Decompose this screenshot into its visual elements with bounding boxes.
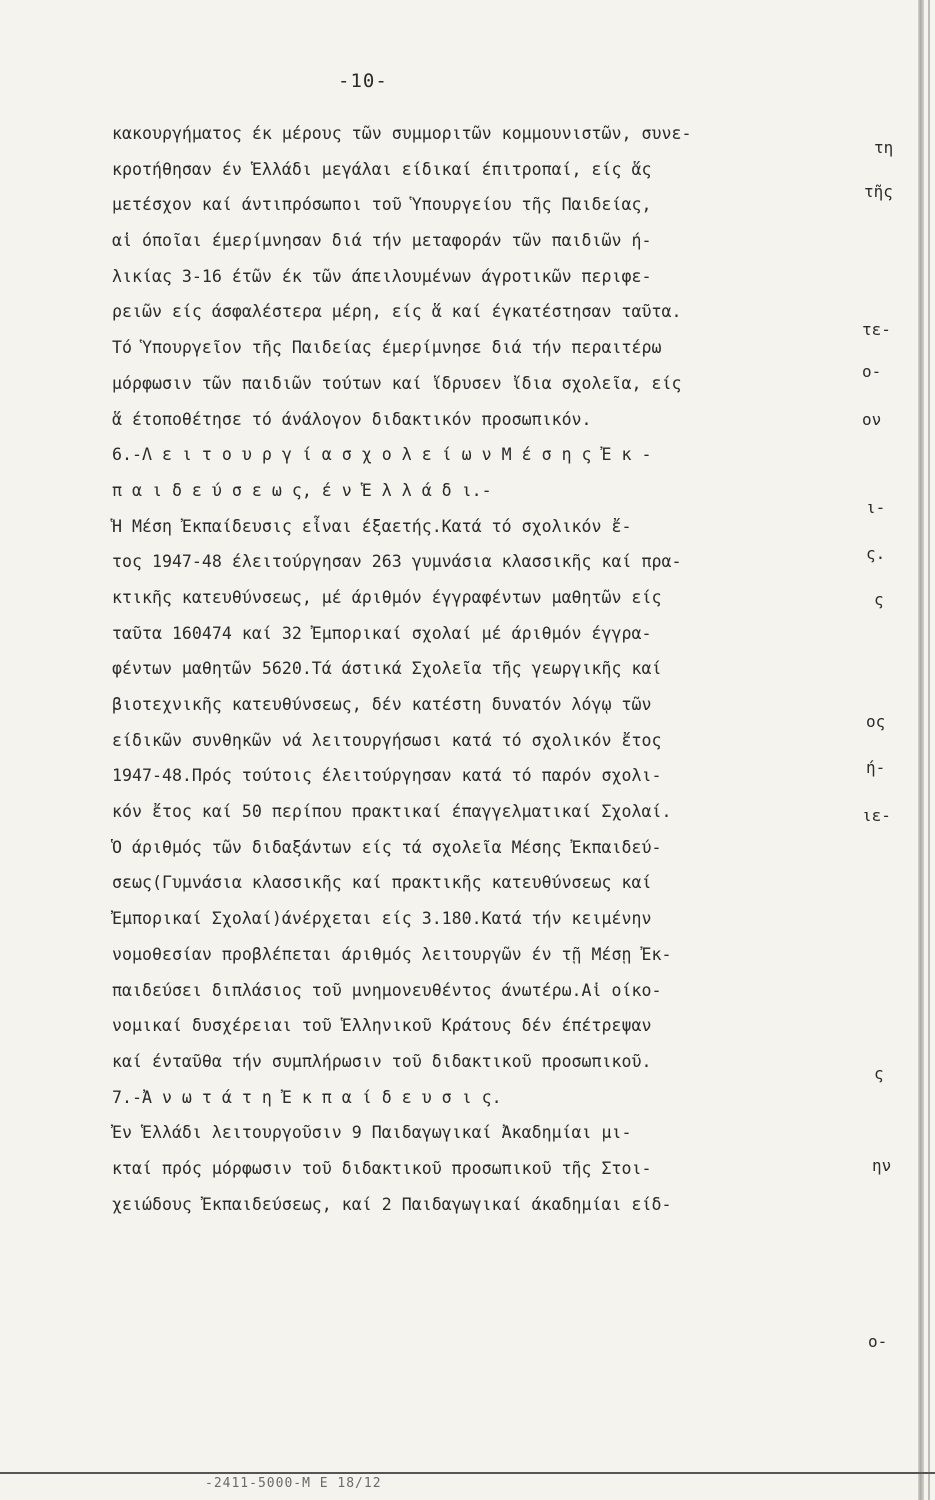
text-line: καί ένταῦθα τήν συμπλήρωσιν τοῦ διδακτικοῦ προσωπικοῦ.: [112, 1051, 652, 1071]
typed-text-body: [112, 116, 852, 1222]
margin-note: ή-: [866, 758, 886, 777]
text-line: νομικαί δυσχέρειαι τοῦ Ἑλληνικοῦ Κράτους δέν έπέτρεψαν: [112, 1016, 652, 1036]
text-line: χειώδους Ἐκπαιδεύσεως, καί 2 Παιδαγωγικαί άκαδημίαι είδ-: [112, 1194, 672, 1214]
footer-stamp: -2411-5000-M E 18/12: [205, 1476, 382, 1491]
margin-note: ον: [862, 410, 882, 429]
section-heading-6: 6.-Λ ε ι τ ο υ ρ γ ί α σ χ ο λ ε ί ω ν Μ έ σ η ς Ἐ κ -: [112, 445, 652, 465]
bottom-rule: [0, 1472, 935, 1474]
text-line: κταί πρός μόρφωσιν τοῦ διδακτικοῦ προσωπικοῦ τῆς Στοι-: [112, 1158, 652, 1178]
margin-note: τη: [874, 138, 894, 157]
text-line: αἱ όποῖαι έμερίμνησαν διά τήν μεταφοράν τῶν παιδιῶν ή-: [112, 231, 652, 251]
text-line: σεως(Γυμνάσια κλασσικῆς καί πρακτικῆς κατευθύνσεως καί: [112, 873, 652, 893]
text-line: παιδεύσει διπλάσιος τοῦ μνημονευθέντος άνωτέρω.Αἱ οίκο-: [112, 980, 662, 1000]
margin-note: ς: [874, 590, 884, 609]
text-line: κροτήθησαν έν Ἑλλάδι μεγάλαι είδικαί έπιτροπαί, είς ἅς: [112, 159, 652, 179]
text-line: Ἐμπορικαί Σχολαί)άνέρχεται είς 3.180.Κατά τήν κειμένην: [112, 909, 652, 929]
section-heading-7: 7.-Ἀ ν ω τ ά τ η Ἐ κ π α ί δ ε υ σ ι ς.: [112, 1087, 502, 1107]
text-line: φέντων μαθητῶν 5620.Τά άστικά Σχολεῖα τῆς γεωργικῆς καί: [112, 659, 662, 679]
text-line: νομοθεσίαν προβλέπεται άριθμός λειτουργῶν έν τῇ Μέσῃ Ἐκ-: [112, 944, 672, 964]
page-number: -10-: [338, 70, 388, 92]
text-line: κόν ἔτος καί 50 περίπου πρακτικαί έπαγγελματικαί Σχολαί.: [112, 802, 672, 822]
text-line: είδικῶν συνθηκῶν νά λειτουργήσωσι κατά τό σχολικόν ἔτος: [112, 730, 662, 750]
text-line: Τό Ὑπουργεῖον τῆς Παιδείας έμερίμνησε διά τήν περαιτέρω: [112, 338, 662, 358]
margin-note: ς: [874, 1064, 884, 1083]
margin-note: τε-: [862, 320, 891, 339]
margin-note: ο-: [868, 1332, 888, 1351]
text-line: κακουργήματος έκ μέρους τῶν συμμοριτῶν κομμουνιστῶν, συνε-: [112, 124, 692, 143]
margin-note: ος: [866, 712, 886, 731]
margin-note: ην: [872, 1156, 892, 1175]
margin-note: τῆς: [864, 182, 893, 201]
text-line: λικίας 3-16 έτῶν έκ τῶν άπειλουμένων άγροτικῶν περιφε-: [112, 266, 652, 286]
text-line: μόρφωσιν τῶν παιδιῶν τούτων καί ἵδρυσεν ἴδια σχολεῖα, είς: [112, 373, 682, 393]
margin-note: ιε-: [862, 806, 891, 825]
text-line: μετέσχον καί άντιπρόσωποι τοῦ Ὑπουργείου τῆς Παιδείας,: [112, 195, 652, 215]
text-line: ρειῶν είς άσφαλέστερα μέρη, είς ἅ καί έγκατέστησαν ταῦτα.: [112, 302, 682, 322]
margin-note: ι-: [866, 498, 886, 517]
section-heading-6-continued: π α ι δ ε ύ σ ε ω ς, έ ν Ἑ λ λ ά δ ι.-: [112, 480, 492, 500]
text-line: Ἡ Μέση Ἐκπαίδευσις εἶναι έξαετής.Κατά τό σχολικόν ἔ-: [112, 516, 632, 536]
text-line: Ἐν Ἑλλάδι λειτουργοῦσιν 9 Παιδαγωγικαί Ἀκαδημίαι μι-: [112, 1123, 632, 1143]
page-edge-shadow: [918, 0, 924, 1500]
text-line: ταῦτα 160474 καί 32 Ἐμπορικαί σχολαί μέ άριθμόν έγγρα-: [112, 623, 652, 643]
text-line: βιοτεχνικῆς κατευθύνσεως, δέν κατέστη δυνατόν λόγῳ τῶν: [112, 695, 652, 714]
margin-note: ς.: [866, 544, 886, 563]
text-line: κτικῆς κατευθύνσεως, μέ άριθμόν έγγραφέντων μαθητῶν είς: [112, 587, 662, 607]
text-line: ἅ έτοποθέτησε τό άνάλογον διδακτικόν προσωπικόν.: [112, 409, 592, 429]
page-edge-line: [928, 0, 930, 1500]
text-line: τος 1947-48 έλειτούργησαν 263 γυμνάσια κλασσικῆς καί πρα-: [112, 552, 682, 572]
margin-note: ο-: [862, 362, 882, 381]
text-line: Ὁ άριθμός τῶν διδαξάντων είς τά σχολεῖα Μέσης Ἐκπαιδεύ-: [112, 837, 662, 857]
text-line: 1947-48.Πρός τούτοις έλειτούργησαν κατά τό παρόν σχολι-: [112, 766, 662, 786]
